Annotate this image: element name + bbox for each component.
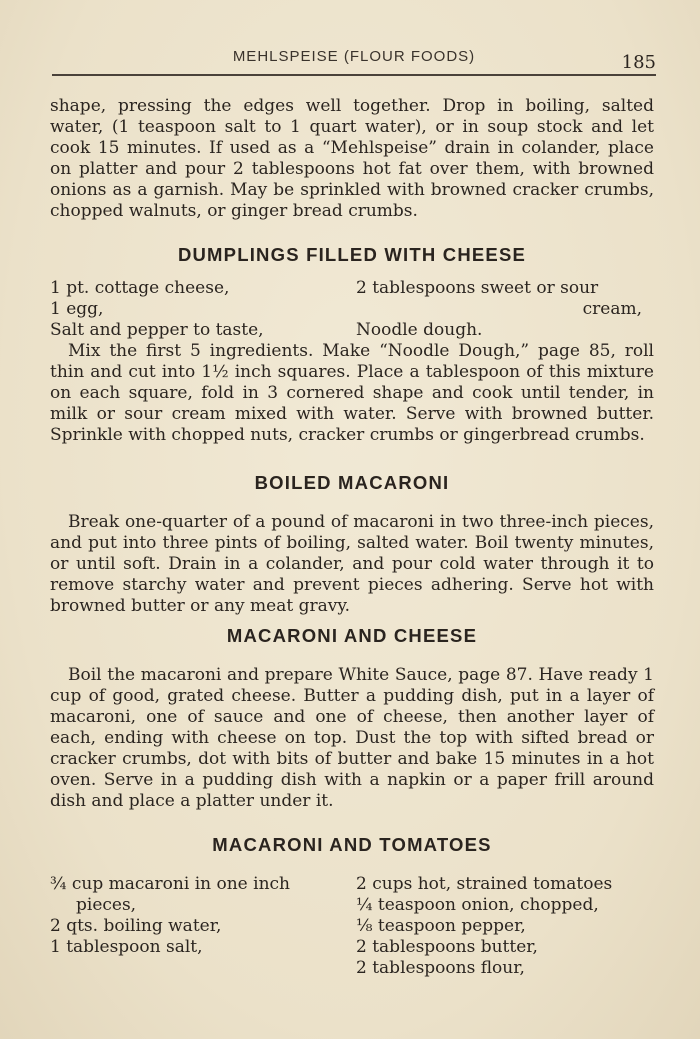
intro-paragraph: shape, pressing the edges well together. Drop in boiling, salted water, (1 teaspoon salt to 1 quart water), or in soup stock and let cook 15 minutes. If used as a “Mehlspeise” drain in colander, place on platter and pour 2 tablespoons hot fat over them, with browned onions as a garnish. May be sprinkled with browned cracker crumbs, chopped walnuts, or ginger bread crumbs. [50,96,654,221]
page-number: 185 [621,52,656,73]
ingredient: 2 tablespoons sweet or sour [356,278,599,298]
recipe-boiled-macaroni [50,472,654,617]
recipe-method: Mix the first 5 ingredients. Make “Noodle Dough,” page 85, roll thin and cut into 1½ inch squares. Place a tablespoon of this mixture on each square, fold in 3 cornered shape and cook until tender, in milk or sour cream mixed with water. Serve with browned butter. Sprinkle with chopped nuts, cracker crumbs or gingerbread crumbs. [50,341,654,445]
ingredient: 2 cups hot, strained tomatoes [356,874,613,894]
ingredient: pieces, [76,895,137,915]
running-header [52,44,656,80]
recipe-title: MACARONI AND CHEESE [226,625,478,646]
ingredient: 2 tablespoons butter, [356,937,538,957]
ingredient: 2 qts. boiling water, [50,916,222,936]
ingredient: 1 tablespoon salt, [50,937,203,957]
header-rule [52,74,656,76]
page-body [50,96,654,979]
ingredient-list [50,278,654,341]
running-title: MEHLSPEISE (FLOUR FOODS) [232,48,476,65]
ingredient-list [50,874,654,979]
recipe-dumplings-filled-with-cheese [50,244,654,446]
ingredient: 2 tablespoons flour, [356,958,525,978]
ingredient: ¾ cup macaroni in one inch [50,874,290,894]
recipe-method: Boil the macaroni and prepare White Sauce, page 87. Have ready 1 cup of good, grated cheese. Butter a pudding dish, put in a layer of macaroni, one of sauce and one of cheese, then another layer of each, ending with cheese on top. Dust the top with sifted bread or cracker crumbs, dot with bits of butter and bake 15 minutes in a hot oven. Serve in a pudding dish with a napkin or a paper frill around dish and place a platter under it. [50,665,654,811]
ingredient: 1 pt. cottage cheese, [50,278,230,298]
ingredient: 1 egg, [50,299,104,319]
ingredient: Salt and pepper to taste, [50,320,264,340]
recipe-method: Break one-quarter of a pound of macaroni in two three-inch pieces, and put into three pints of boiling, salted water. Boil twenty minutes, or until soft. Drain in a colander, and pour cold water through it to remove starchy water and prevent pieces adhering. Serve hot with browned butter or any meat gravy. [50,512,654,616]
recipe-title: BOILED MACARONI [254,472,450,493]
ingredient: Noodle dough. [356,320,483,340]
recipe-macaroni-and-cheese [50,625,654,812]
ingredient: ¼ teaspoon onion, chopped, [356,895,599,915]
recipe-macaroni-and-tomatoes [50,834,654,979]
recipe-title: MACARONI AND TOMATOES [212,834,492,855]
ingredient: cream, [582,299,642,319]
ingredient: ⅛ teaspoon pepper, [356,916,526,936]
recipe-title: DUMPLINGS FILLED WITH CHEESE [177,244,527,265]
